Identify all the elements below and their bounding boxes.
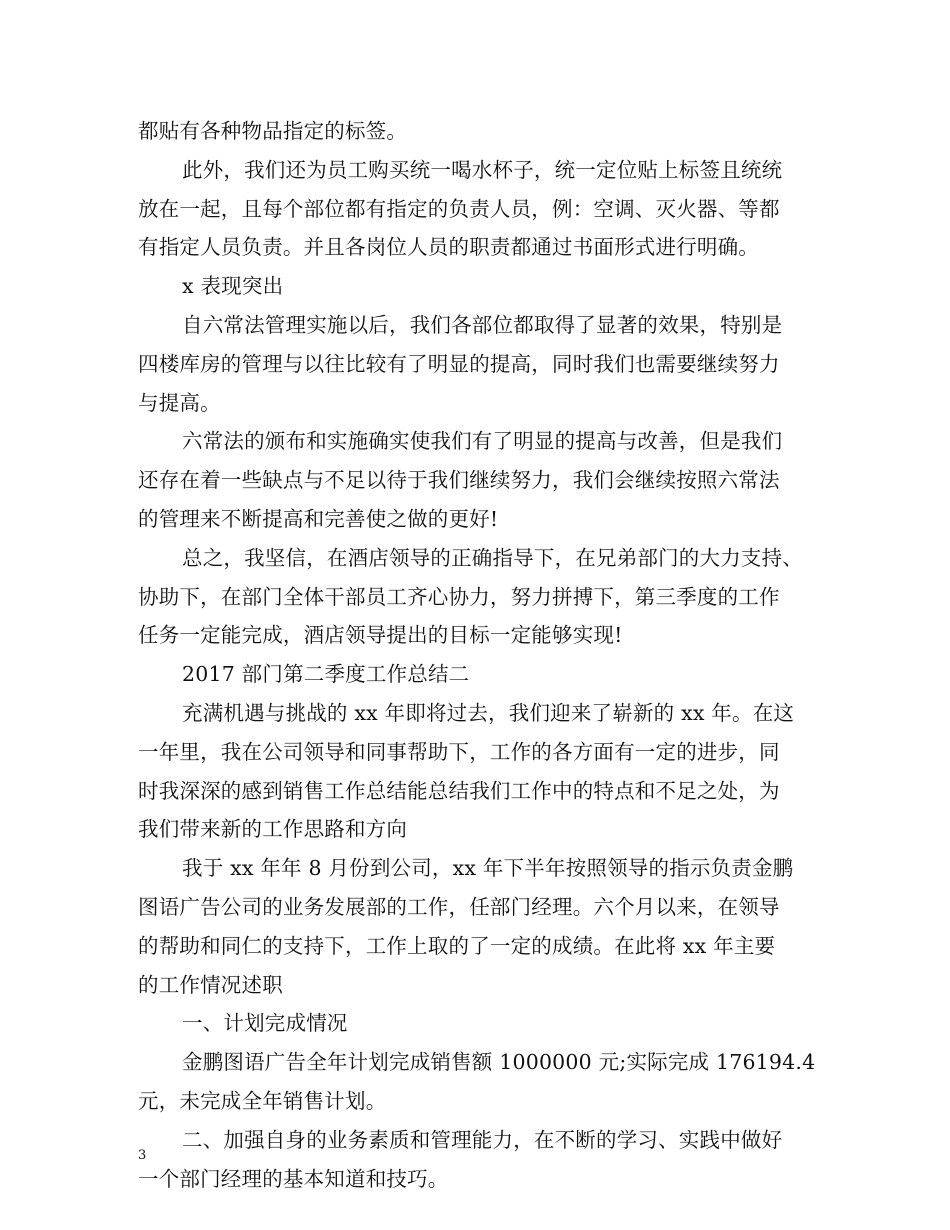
text-line: 有指定人员负责。并且各岗位人员的职责都通过书面形式进行明确。: [138, 235, 759, 260]
text-line: 一年里，我在公司领导和同事帮助下，工作的各方面有一定的进步，同: [138, 739, 780, 764]
text-line: 四楼库房的管理与以往比较有了明显的提高，同时我们也需要继续努力: [138, 351, 780, 376]
text-line: 一个部门经理的基本知道和技巧。: [138, 1166, 449, 1191]
text-line: 的帮助和同仁的支持下，工作上取的了一定的成绩。在此将 xx 年主要: [138, 933, 776, 958]
text-line: 放在一起，且每个部位都有指定的负责人员，例：空调、灭火器、等都: [138, 196, 780, 221]
text-line: 时我深深的感到销售工作总结能总结我们工作中的特点和不足之处，为: [138, 778, 780, 803]
text-line: 我们带来新的工作思路和方向: [138, 817, 408, 842]
text-line: 我于 xx 年年 8 月份到公司，xx 年下半年按照领导的指示负责金鹏: [182, 856, 794, 881]
section-heading: x 表现突出: [182, 274, 284, 299]
section-heading: 二、加强自身的业务素质和管理能力，在不断的学习、实践中做好: [182, 1127, 783, 1152]
text-line: 自六常法管理实施以后，我们各部位都取得了显著的效果，特别是: [182, 312, 783, 337]
text-line: 都贴有各种物品指定的标签。: [138, 119, 408, 143]
text-line: 的管理来不断提高和完善使之做的更好!: [138, 506, 499, 531]
text-line: 充满机遇与挑战的 xx 年即将过去，我们迎来了崭新的 xx 年。在这: [182, 700, 795, 725]
text-line: 与提高。: [138, 390, 221, 415]
text-line: 还存在着一些缺点与不足以待于我们继续努力，我们会继续按照六常法: [138, 468, 780, 493]
document-body: [138, 112, 818, 1198]
text-line: 任务一定能完成，酒店领导提出的目标一定能够实现!: [138, 623, 623, 648]
text-line: 图语广告公司的业务发展部的工作，任部门经理。六个月以来，在领导: [138, 894, 780, 919]
text-line: 元，未完成全年销售计划。: [138, 1088, 387, 1113]
text-line: 此外，我们还为员工购买统一喝水杯子，统一定位贴上标签且统统: [182, 157, 783, 182]
text-line: 金鹏图语广告全年计划完成销售额 1000000 元;实际完成 176194.4: [182, 1050, 816, 1075]
page-number: 3: [138, 1148, 147, 1163]
text-line: 六常法的颁布和实施确实使我们有了明显的提高与改善，但是我们: [182, 429, 783, 454]
section-heading: 一、计划完成情况: [182, 1011, 348, 1036]
text-line: 的工作情况述职: [138, 972, 283, 997]
text-line: 协助下，在部门全体干部员工齐心协力，努力拼搏下，第三季度的工作: [138, 584, 780, 609]
text-line: 总之，我坚信，在酒店领导的正确指导下，在兄弟部门的大力支持、: [182, 545, 803, 570]
section-heading: 2017 部门第二季度工作总结二: [182, 662, 470, 687]
